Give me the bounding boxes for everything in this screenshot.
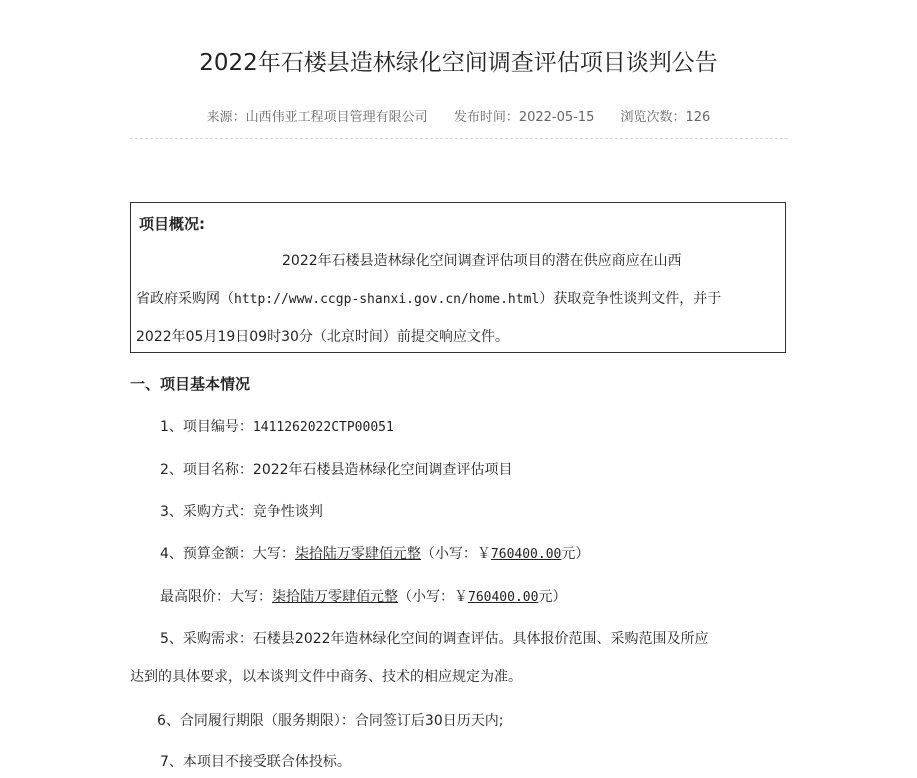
budget-lower: 760400.00 — [490, 547, 562, 562]
section-heading: 一、项目基本情况 — [130, 375, 251, 393]
overview-line-2-prefix: 省政府采购网（ — [136, 291, 234, 307]
overview-line-3: 2022年05月19日09时30分（北京时间）前提交响应文件。 — [136, 329, 509, 345]
max-price-label: 最高限价：大写： — [160, 589, 272, 605]
max-price-end: 元） — [538, 589, 567, 605]
item-project-name: 2、项目名称：2022年石楼县造林绿化空间调查评估项目 — [160, 462, 513, 478]
item-contract-period: 6、合同履行期限（服务期限）：合同签订后30日历天内; — [157, 713, 504, 729]
budget-upper: 柒拾陆万零肆佰元整 — [294, 546, 421, 562]
overview-line-2-suffix: ）获取竞争性谈判文件，并于 — [539, 291, 722, 307]
source-text: 来源：山西伟亚工程项目管理有限公司 — [206, 110, 428, 125]
item-max-price — [160, 586, 566, 606]
article-meta — [0, 106, 917, 125]
item-requirements-line-1: 5、采购需求：石楼县2022年造林绿化空间的调查评估。具体报价范围、采购范围及所应 — [160, 631, 709, 647]
overview-box — [130, 202, 786, 353]
procurement-url: http://www.ccgp-shanxi.gov.cn/home.html — [234, 292, 540, 307]
budget-end: 元） — [561, 546, 590, 562]
overview-line-1: 2022年石楼县造林绿化空间调查评估项目的潜在供应商应在山西 — [282, 253, 682, 269]
item-project-number — [160, 416, 394, 436]
max-price-mid: （小写：￥ — [398, 589, 468, 605]
item-project-number-label: 1、项目编号： — [160, 419, 253, 435]
divider — [130, 138, 788, 139]
item-requirements-line-2: 达到的具体要求，以本谈判文件中商务、技术的相应规定为准。 — [130, 669, 522, 685]
item-project-number-value: 1411262022CTP00051 — [252, 420, 394, 435]
view-count: 浏览次数：126 — [620, 110, 711, 125]
budget-mid: （小写：￥ — [420, 546, 491, 562]
overview-line-2 — [136, 288, 721, 308]
page-title: 2022年石楼县造林绿化空间调查评估项目谈判公告 — [199, 50, 718, 76]
item-budget — [160, 543, 589, 563]
budget-label: 4、预算金额：大写： — [160, 546, 295, 562]
publish-time: 发布时间：2022-05-15 — [453, 110, 595, 125]
overview-title: 项目概况: — [139, 215, 205, 233]
max-price-upper: 柒拾陆万零肆佰元整 — [272, 589, 398, 605]
item-joint-bidding: 7、本项目不接受联合体投标。 — [160, 754, 351, 770]
max-price-lower: 760400.00 — [468, 590, 539, 605]
item-procurement-method: 3、采购方式：竞争性谈判 — [160, 504, 323, 520]
